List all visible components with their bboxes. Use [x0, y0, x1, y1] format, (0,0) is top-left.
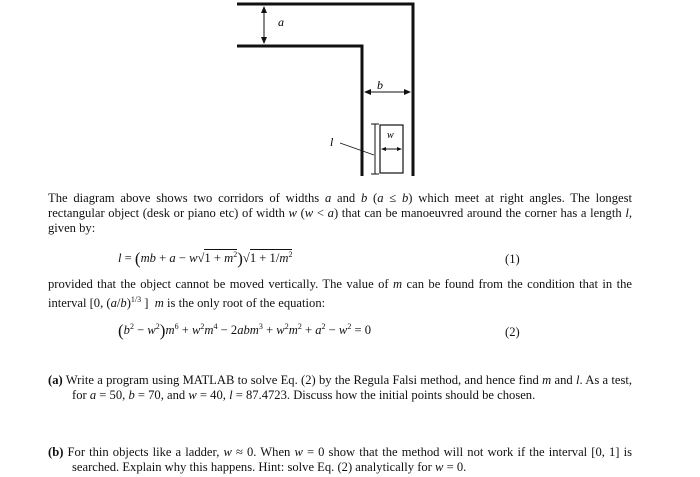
condition-paragraph: [48, 277, 632, 311]
part-a-label: (a): [48, 373, 63, 387]
dimension-a-arrow-down: [261, 37, 267, 44]
dimension-b-arrow-left: [364, 89, 371, 95]
corridor-diagram: [0, 0, 700, 190]
label-w: w: [387, 130, 394, 141]
label-a: a: [278, 15, 284, 29]
equation-1: [118, 249, 292, 269]
equation-2: [118, 321, 371, 341]
part-a-rendered: Write a program using MATLAB to solve Eq. (2) by the Regula Falsi method, and hence find m and l. As a test, for a = 50, b = 70, and w = 40, l = 87.4723. Discuss how the initial points should be chosen.: [65, 373, 633, 402]
label-l: l: [330, 135, 334, 149]
part-b-label: (b): [48, 445, 64, 459]
part-a-block: [48, 373, 632, 403]
part-b: [48, 445, 632, 475]
part-b-rendered: For thin objects like a ladder, w ≈ 0. When w = 0 show that the method will not work if the interval [0, 1] is searched. Explain why this happens. Hint: solve Eq. (2) analytically for w = 0.: [67, 445, 633, 474]
equation-1-rendered: $l = (mb + a - w√1 + m^2)√1 + 1/m^2$: [118, 249, 293, 268]
dimension-b-arrow-right: [404, 89, 411, 95]
label-b: b: [377, 78, 383, 92]
length-l-pointer: [340, 143, 374, 155]
outer-wall: [237, 4, 413, 176]
equation-2-number: (2): [505, 325, 520, 339]
intro-paragraph: [48, 191, 632, 236]
part-a: [48, 373, 632, 403]
width-w-arrow-left: [381, 147, 386, 151]
intro-rendered: The diagram above shows two corridors of widths a and b (a ≤ b) which meet at right angles. The longest rectangular object (desk or piano etc) of width w (w < a) that can be manoeuvred around the corner has a length l, given by:: [48, 191, 633, 235]
condition-rendered: provided that the object cannot be moved vertically. The value of m can be found from the condition that in the interval [0, $(a/b)^{1/3}$ ] m is the only root of the equation:: [48, 277, 632, 310]
width-w-arrow-right: [397, 147, 402, 151]
inner-wall: [237, 46, 362, 176]
part-b-block: [48, 445, 632, 475]
equation-2-rendered: $(b^2 - w^2)m^6 + w^2m^4 - 2abm^3 + w^2m^2 + a^2 - w^2 = 0$: [118, 321, 372, 340]
equation-1-number: (1): [505, 252, 520, 266]
dimension-a-arrow-up: [261, 6, 267, 13]
